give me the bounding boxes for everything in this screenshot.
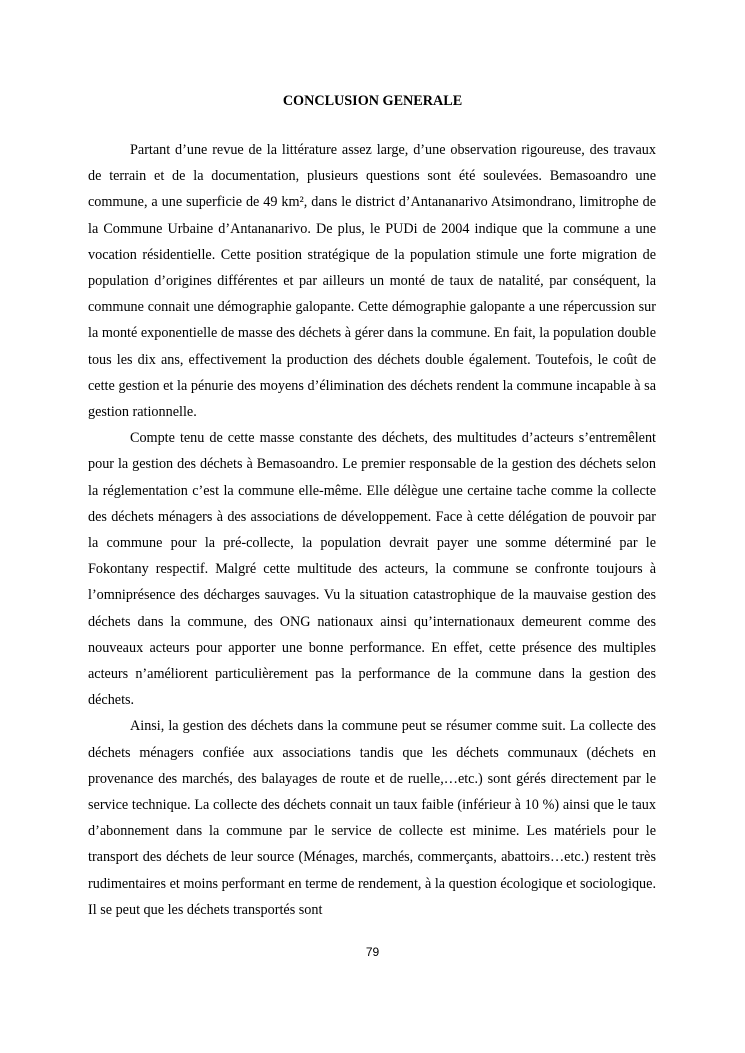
paragraph-3: Ainsi, la gestion des déchets dans la commune peut se résumer comme suit. La collecte des déchets ménagers confiée aux associations tandis que les déchets communaux (déchets en provenance des marchés, des balayages de route et de ruelle,…etc.) sont gérés directement par le service technique. La collecte des déchets connait un taux faible (inférieur à 10 %) ainsi que le taux d’abonnement dans la commune par le service de collecte est minime. Les matériels pour le transport des déchets de leur source (Ménages, marchés, commerçants, abattoirs…etc.) restent très rudimentaires et moins performant en terme de rendement, à la question écologique et sociologique. Il se peut que les déchets transportés sont xyxy=(88,718,656,918)
paragraph-2: Compte tenu de cette masse constante des déchets, des multitudes d’acteurs s’entremêlent pour la gestion des déchets à Bemasoandro. Le premier responsable de la gestion des déchets selon la réglementation c’est la commune elle-même. Elle délègue une certaine tache comme la collecte des déchets ménagers à des associations de développement. Face à cette délégation de pouvoir par la commune pour la pré-collecte, la population devrait payer une somme déterminé par le Fokontany respectif. Malgré cette multitude des acteurs, la commune se confronte toujours à l’omniprésence des décharges sauvages. Vu la situation catastrophique de la mauvaise gestion des déchets dans la commune, des ONG nationaux ainsi qu’internationaux demeurent comme des nouveaux acteurs pour apporter une bonne performance. En effet, cette présence des multiples acteurs n’améliorent particulièrement pas la performance de la commune dans la gestion des déchets. xyxy=(88,430,656,709)
page-title: CONCLUSION GENERALE xyxy=(282,93,463,109)
page-number: 79 xyxy=(365,945,380,959)
paragraph-1: Partant d’une revue de la littérature assez large, d’une observation rigoureuse, des travaux de terrain et de la documentation, plusieurs questions sont été soulevées. Bemasoandro une commune, a une superficie de 49 km², dans le district d’Antananarivo Atsimondrano, limitrophe de la Commune Urbaine d’Antananarivo. De plus, le PUDi de 2004 indique que la commune a une vocation résidentielle. Cette position stratégique de la population stimule une forte migration de population d’origines différentes et par ailleurs un monté de taux de natalité, par conséquent, la commune connait une démographie galopante. Cette démographie galopante a une répercussion sur la monté exponentielle de masse des déchets à gérer dans la commune. En fait, la population double tous les dix ans, effectivement la production des déchets double également. Toutefois, le coût de cette gestion et la pénurie des moyens d’élimination des déchets rendent la commune incapable à sa gestion rationnelle. xyxy=(88,142,656,421)
body-text xyxy=(88,137,656,923)
